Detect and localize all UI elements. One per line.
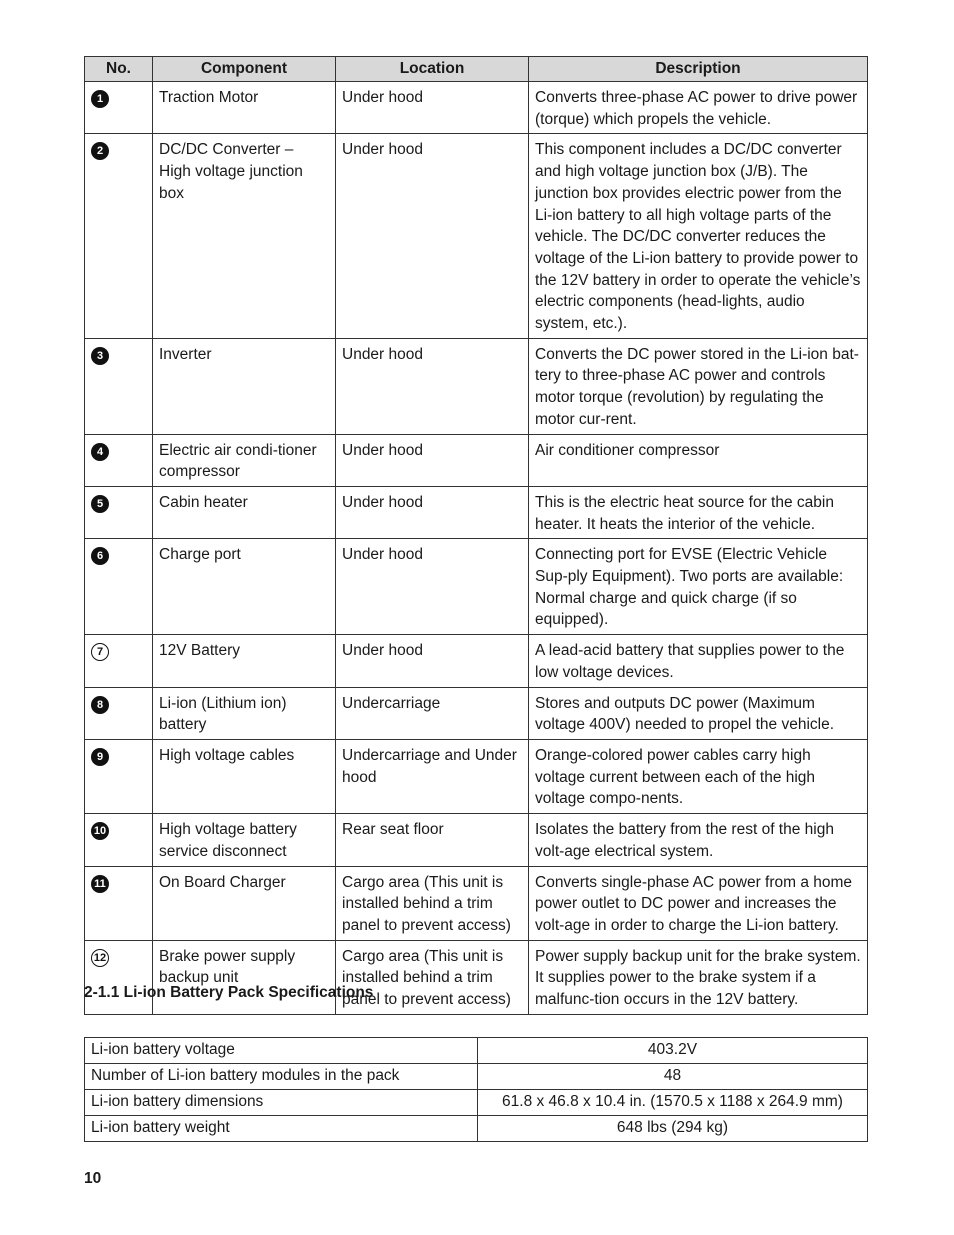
spec-table-body <box>85 1038 868 1142</box>
description-cell: Air conditioner compressor <box>529 434 868 486</box>
item-number-badge: 2 <box>91 142 109 160</box>
component-cell: Traction Motor <box>153 82 336 134</box>
table-row <box>85 134 868 338</box>
spec-label: Li-ion battery weight <box>85 1116 478 1142</box>
table-row <box>85 434 868 486</box>
table-row <box>85 539 868 635</box>
item-number-badge: 6 <box>91 547 109 565</box>
location-cell: Cargo area (This unit is installed behind a trim panel to prevent access) <box>336 940 529 1014</box>
component-cell: High voltage battery service disconnect <box>153 814 336 866</box>
header-description: Description <box>529 57 868 82</box>
section-heading: 2-1.1 Li-ion Battery Pack Specifications <box>84 984 374 1001</box>
description-cell: Converts three-phase AC power to drive power (torque) which propels the vehicle. <box>529 82 868 134</box>
table-row <box>85 687 868 739</box>
spec-value: 61.8 x 46.8 x 10.4 in. (1570.5 x 1188 x 264.9 mm) <box>478 1090 868 1116</box>
location-cell: Rear seat floor <box>336 814 529 866</box>
location-cell: Under hood <box>336 635 529 687</box>
spec-table <box>84 1037 868 1142</box>
row-number-cell <box>85 434 153 486</box>
item-number-badge: 8 <box>91 696 109 714</box>
spec-row <box>85 1038 868 1064</box>
description-cell: Stores and outputs DC power (Maximum voltage 400V) needed to propel the vehicle. <box>529 687 868 739</box>
component-cell: Charge port <box>153 539 336 635</box>
spec-value: 403.2V <box>478 1038 868 1064</box>
table-row <box>85 82 868 134</box>
description-cell: Connecting port for EVSE (Electric Vehicle Sup-ply Equipment). Two ports are available: Normal charge and quick charge (if so equipped). <box>529 539 868 635</box>
location-cell: Under hood <box>336 539 529 635</box>
component-cell: On Board Charger <box>153 866 336 940</box>
header-location: Location <box>336 57 529 82</box>
spec-value: 48 <box>478 1064 868 1090</box>
table-row <box>85 866 868 940</box>
item-number-badge: 11 <box>91 875 109 893</box>
row-number-cell <box>85 134 153 338</box>
row-number-cell <box>85 635 153 687</box>
header-component: Component <box>153 57 336 82</box>
spec-value: 648 lbs (294 kg) <box>478 1116 868 1142</box>
row-number-cell <box>85 739 153 813</box>
component-cell: Li-ion (Lithium ion) battery <box>153 687 336 739</box>
item-number-badge: 1 <box>91 90 109 108</box>
spec-label: Number of Li-ion battery modules in the pack <box>85 1064 478 1090</box>
components-table <box>84 56 868 1015</box>
row-number-cell <box>85 866 153 940</box>
location-cell: Under hood <box>336 434 529 486</box>
row-number-cell <box>85 814 153 866</box>
description-cell: Isolates the battery from the rest of the high volt-age electrical system. <box>529 814 868 866</box>
table-row <box>85 940 868 1014</box>
table-row <box>85 814 868 866</box>
header-no: No. <box>85 57 153 82</box>
component-cell: Brake power supply backup unit <box>153 940 336 1014</box>
location-cell: Under hood <box>336 134 529 338</box>
row-number-cell <box>85 940 153 1014</box>
spec-label: Li-ion battery voltage <box>85 1038 478 1064</box>
table-row <box>85 338 868 434</box>
location-cell: Under hood <box>336 338 529 434</box>
component-cell: DC/DC Converter – High voltage junction box <box>153 134 336 338</box>
item-number-badge: 4 <box>91 443 109 461</box>
table-row <box>85 486 868 538</box>
location-cell: Undercarriage and Under hood <box>336 739 529 813</box>
description-cell: Power supply backup unit for the brake system. It supplies power to the brake system if a malfunc-tion occurs in the 12V battery. <box>529 940 868 1014</box>
component-cell: 12V Battery <box>153 635 336 687</box>
location-cell: Undercarriage <box>336 687 529 739</box>
row-number-cell <box>85 82 153 134</box>
item-number-badge: 5 <box>91 495 109 513</box>
location-cell: Under hood <box>336 486 529 538</box>
spec-label: Li-ion battery dimensions <box>85 1090 478 1116</box>
item-number-badge: 7 <box>91 643 109 661</box>
spec-row <box>85 1090 868 1116</box>
table-header-row <box>85 57 868 82</box>
component-cell: Electric air condi-tioner compressor <box>153 434 336 486</box>
description-cell: This is the electric heat source for the cabin heater. It heats the interior of the vehicle. <box>529 486 868 538</box>
description-cell: Orange-colored power cables carry high voltage current between each of the high voltage compo-nents. <box>529 739 868 813</box>
row-number-cell <box>85 338 153 434</box>
table-row <box>85 739 868 813</box>
spec-row <box>85 1116 868 1142</box>
description-cell: A lead-acid battery that supplies power to the low voltage devices. <box>529 635 868 687</box>
description-cell: This component includes a DC/DC converter and high voltage junction box (J/B). The junction box provides electric power from the Li-ion battery to all high voltage parts of the vehicle. The DC/DC converter reduces the voltage of the Li-ion battery to provide power to the 12V battery in order to operate the vehicle’s electric components (head-lights, audio system, etc.). <box>529 134 868 338</box>
component-cell: High voltage cables <box>153 739 336 813</box>
component-cell: Cabin heater <box>153 486 336 538</box>
table-row <box>85 635 868 687</box>
item-number-badge: 10 <box>91 822 109 840</box>
description-cell: Converts single-phase AC power from a home power outlet to DC power and increases the volt-age in order to charge the Li-ion battery. <box>529 866 868 940</box>
item-number-badge: 3 <box>91 347 109 365</box>
components-table-body <box>85 82 868 1015</box>
row-number-cell <box>85 539 153 635</box>
description-cell: Converts the DC power stored in the Li-ion bat-tery to three-phase AC power and controls motor torque (revolution) by regulating the motor cur-rent. <box>529 338 868 434</box>
component-cell: Inverter <box>153 338 336 434</box>
item-number-badge: 12 <box>91 949 109 967</box>
row-number-cell <box>85 486 153 538</box>
spec-row <box>85 1064 868 1090</box>
location-cell: Under hood <box>336 82 529 134</box>
row-number-cell <box>85 687 153 739</box>
page-number: 10 <box>84 1170 102 1187</box>
item-number-badge: 9 <box>91 748 109 766</box>
location-cell: Cargo area (This unit is installed behind a trim panel to prevent access) <box>336 866 529 940</box>
